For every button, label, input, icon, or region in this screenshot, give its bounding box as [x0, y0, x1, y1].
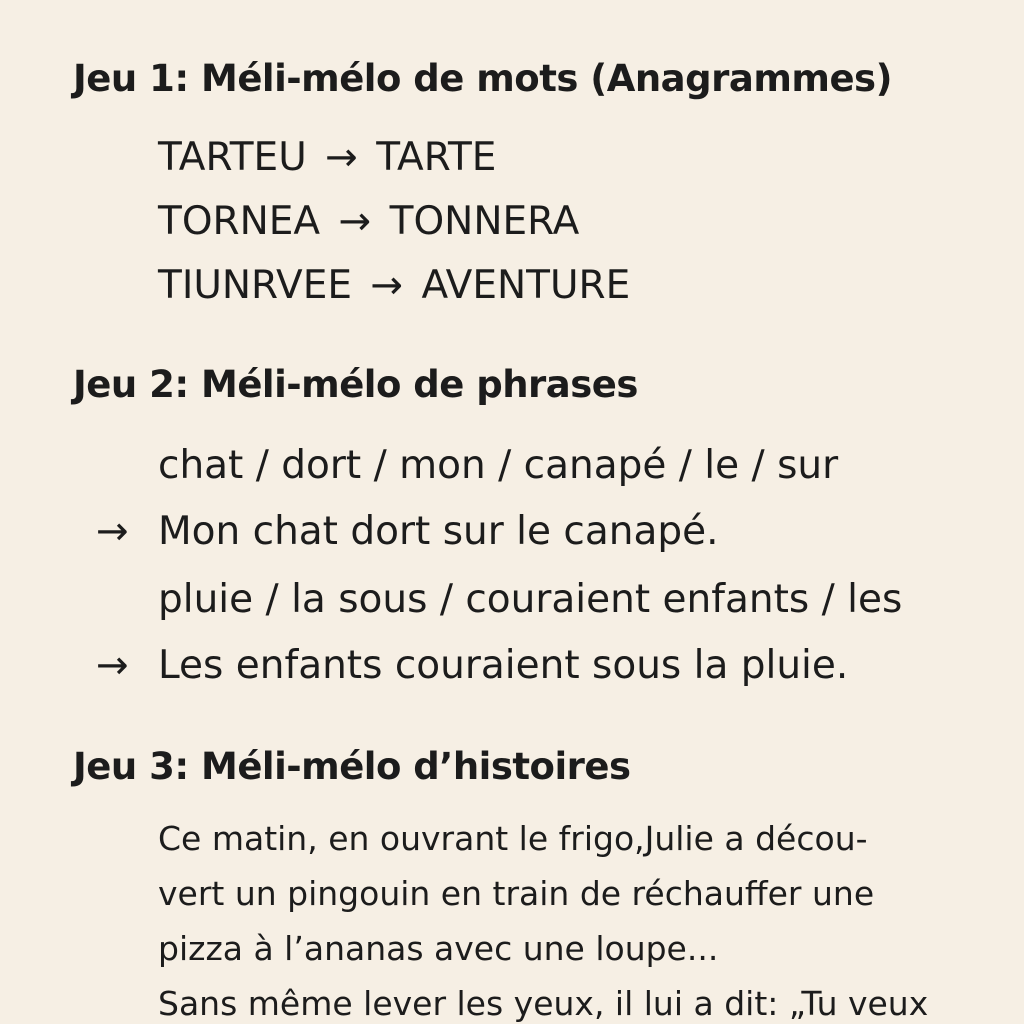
- sentence-scrambled-2: pluie / la sous / couraient enfants / les: [158, 577, 903, 622]
- arrow-icon: →: [96, 509, 129, 554]
- game1-title: Jeu 1: Méli-mélo de mots (Anagrammes): [73, 57, 892, 100]
- anagram-line-1: [158, 135, 497, 180]
- anagram-line-2: [158, 199, 580, 244]
- arrow-icon: →: [370, 263, 404, 308]
- anagram-answer: AVENTURE: [421, 263, 631, 308]
- story-line-4: Sans même lever les yeux, il lui a dit: „Tu veux: [158, 984, 929, 1023]
- arrow-icon: →: [325, 135, 358, 180]
- arrow-icon: →: [96, 643, 129, 688]
- sentence-answer-2: Les enfants couraient sous la pluie.: [158, 643, 849, 688]
- story-line-2: vert un pingouin en train de réchauffer une: [158, 874, 875, 913]
- anagram-scrambled: TARTEU: [158, 135, 307, 180]
- anagram-scrambled: TORNEA: [158, 199, 321, 244]
- story-line-1: Ce matin, en ouvrant le frigo,Julie a décou-: [158, 819, 868, 858]
- game2-title: Jeu 2: Méli-mélo de phrases: [73, 363, 638, 406]
- anagram-answer: TARTE: [376, 135, 497, 180]
- anagram-scrambled: TIUNRVEE: [158, 263, 352, 308]
- arrow-icon: →: [338, 199, 372, 244]
- story-line-3: pizza à l’ananas avec une loupe...: [158, 929, 719, 968]
- anagram-line-3: [158, 263, 631, 308]
- sentence-scrambled-1: chat / dort / mon / canapé / le / sur: [158, 443, 839, 488]
- sentence-answer-1: Mon chat dort sur le canapé.: [158, 509, 719, 554]
- game3-title: Jeu 3: Méli-mélo d’histoires: [73, 745, 631, 788]
- anagram-answer: TONNERA: [389, 199, 580, 244]
